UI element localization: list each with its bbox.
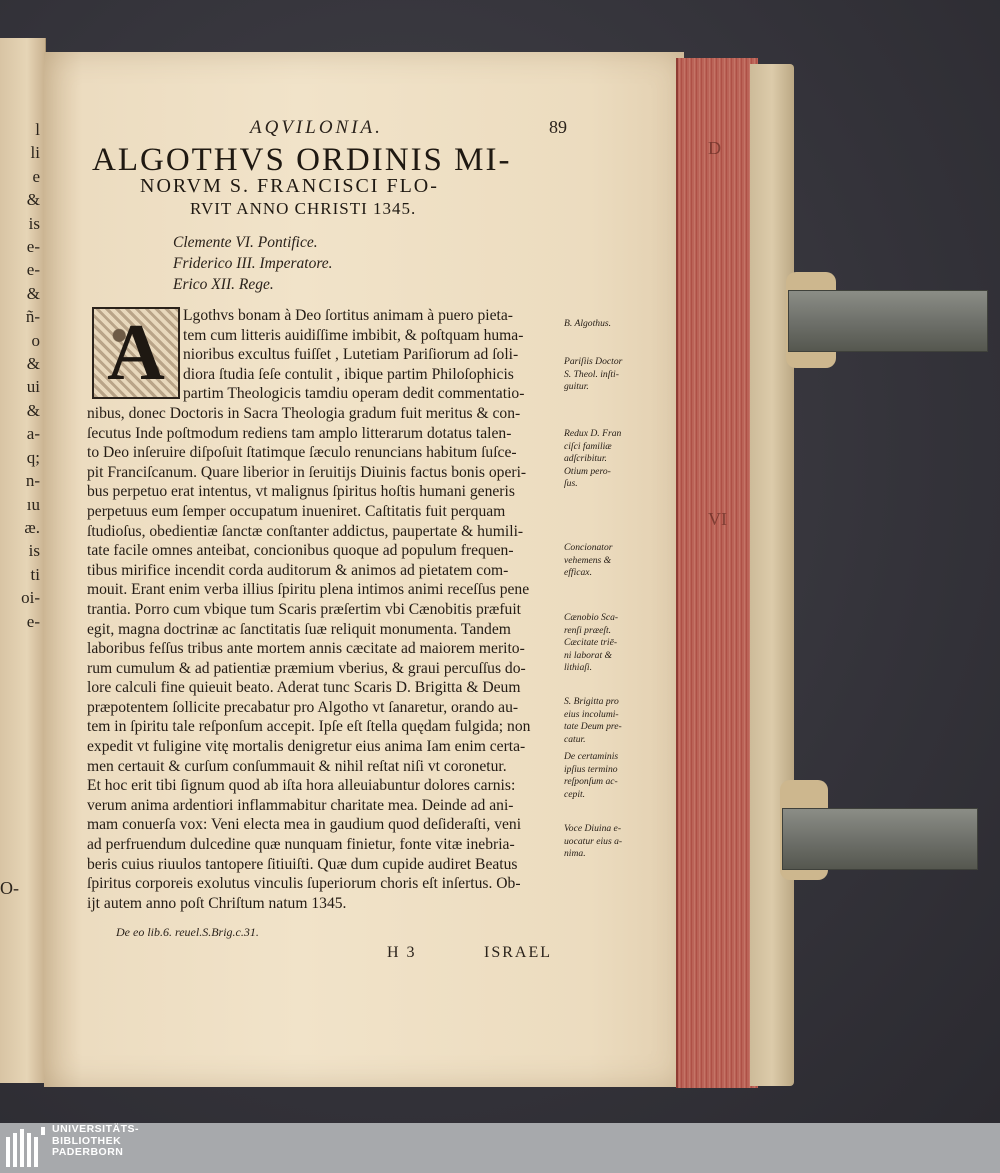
metal-clasp-top	[788, 290, 988, 352]
left-page-text-fragments	[0, 118, 44, 633]
source-citation: De eo lib.6. reuel.S.Brig.c.31.	[116, 925, 259, 939]
body-text-line: Et hoc erit tibi ſignum quod ab iſta hora alleuiabuntur dolores carnis:	[87, 777, 516, 795]
marginal-note-line: lithiaſi.	[564, 662, 592, 673]
body-text-line: men certauit & curſum conſummauit & nihil reſtat niſi vt coronetur.	[87, 757, 507, 775]
book-cover-edge	[750, 64, 794, 1086]
body-text-line: nioribus excultus fuiſſet , Lutetiam Pariſiorum ad ſoli-	[183, 346, 519, 364]
signature-mark: H 3	[387, 944, 417, 961]
body-text-line: bus perpetuo erat intentus, vt malignus ſpiritus hoſtis humani generis	[87, 483, 515, 501]
body-text-line: Lgothvs bonam à Deo ſortitus animam à puero pieta-	[183, 307, 513, 324]
left-page-fragment: li	[30, 143, 40, 163]
metal-clasp-bottom	[782, 808, 978, 870]
left-page-fragment: &	[26, 354, 40, 374]
marginal-note-line: Voce Diuina e-	[564, 823, 622, 834]
body-text-line: tem cum litteris auidiſſime imbibit, & poſtquam huma-	[183, 326, 524, 344]
marginal-note-line: cepit.	[564, 788, 586, 800]
dating-block	[173, 232, 333, 295]
body-text-line: mouit. Erant enim verba illius ſpiritu plena intimos animi receſſus pene	[87, 581, 530, 599]
body-text-line: egit, magna doctrinæ ac ſanctitatis ſuæ reliquit monumenta. Tandem	[87, 620, 511, 638]
chapter-title-line-2: NORVM S. FRANCISCI FLO-	[140, 175, 439, 197]
marginal-note	[564, 356, 646, 394]
marginal-note	[564, 428, 646, 491]
body-text-line: ſpiritus corporeis exolutus vinculis ſuperiorum choris eſt inſertus. Ob-	[87, 875, 521, 893]
fore-edge-letter: VI	[708, 509, 727, 529]
marginal-note	[564, 318, 646, 331]
body-text-line: ad perfruendum dulcedine quæ nunquam finietur, fonte vitæ inebria-	[87, 836, 515, 854]
body-text-line: partim Theologicis tamdiu operam dedit commentatio-	[183, 385, 525, 403]
marginal-note-line: tate Deum pre-	[564, 721, 622, 732]
body-text-line: perpetuus eum ſemper occupatum inueniret. Caſtitatis fuit perquam	[87, 502, 506, 520]
red-fore-edge	[676, 58, 758, 1088]
left-page-fragment: ıu	[26, 494, 40, 514]
marginal-note-line: S. Theol. inſti-	[564, 368, 619, 380]
marginal-note-line: ciſci familiæ	[564, 440, 612, 452]
marginal-note-line: Concionator	[564, 542, 613, 553]
marginal-note-line: B. Algothus.	[564, 318, 611, 329]
marginal-note-line: S. Brigitta pro	[564, 696, 619, 707]
left-page-fragment: e-	[26, 237, 40, 257]
marginal-note	[564, 612, 646, 675]
body-text-line: ijt autem anno poſt Chriſtum natum 1345.	[87, 894, 347, 912]
library-name	[52, 1124, 139, 1159]
left-page-fragment: e-	[26, 611, 40, 631]
body-text-line: to Deo inſeruire diſpoſuit ſtatimque ſæculo renuncians habitum ſuſce-	[87, 444, 517, 462]
body-text-line: ſecutus Inde poſtmodum rediens tam amplo litterarum dotatus talen-	[87, 424, 512, 442]
body-text-line: nibus, donec Doctoris in Sacra Theologia gradum fuit meritus & con-	[87, 404, 521, 422]
left-page-fragment: n-	[25, 471, 40, 491]
page-number: 89	[549, 117, 567, 137]
body-text-line: præpotentem ſollicite precabatur pro Algotho vt ſanaretur, orando au-	[87, 698, 519, 716]
left-page-fragment: is	[28, 213, 40, 233]
fore-edge-inscription	[708, 138, 738, 530]
library-name-line: PADERBORN	[52, 1146, 124, 1158]
left-page-fragment: l	[35, 120, 40, 139]
marginal-note-line: De certaminis	[564, 751, 619, 762]
footer-bar	[0, 1123, 1000, 1173]
marginal-note-line: adſcribitur.	[564, 453, 607, 464]
library-logo-icon	[4, 1125, 48, 1171]
body-text-line: tate facile omnes anteibat, concionibus quoque ad populum frequen-	[87, 542, 514, 560]
marginal-note-line: uocatur eius a-	[564, 835, 623, 847]
marginal-note	[564, 823, 646, 861]
body-text-line: laboribus feſſus tribus ante mortem annis cæcitate ad maiorem merito-	[87, 640, 525, 658]
body-text-line: tibus mirifice incendit corda auditorum & animos ad pietatem com-	[87, 561, 509, 579]
left-page-fragment: &	[26, 190, 40, 210]
left-page-fragment: is	[28, 541, 40, 561]
marginal-note-line: Redux D. Fran	[564, 428, 622, 439]
left-page-fragment-low: O-	[0, 878, 19, 898]
chapter-title-line-3: RVIT ANNO CHRISTI 1345.	[190, 199, 417, 218]
left-page-fragment: ui	[26, 377, 40, 397]
body-text-line: expedit vt fuligine vitę mortalis denigretur eius anima Iam enim certa-	[87, 738, 526, 756]
left-page-edge	[0, 38, 46, 1083]
dating-line: Clemente VI. Pontifice.	[173, 234, 318, 251]
body-text-line: trantia. Porro cum vbique tum Scaris præſertim vbi Cænobitis præfuit	[87, 600, 521, 618]
marginal-note-line: renſi præeſt.	[564, 624, 612, 636]
left-page-fragment: e	[32, 166, 40, 186]
dating-line: Erico XII. Rege.	[173, 276, 274, 293]
library-name-line: UNIVERSITÄTS-	[52, 1123, 140, 1135]
marginal-note-line: vehemens &	[564, 554, 612, 566]
marginal-note-line: eius incolumi-	[564, 708, 619, 720]
dating-line: Friderico III. Imperatore.	[173, 255, 333, 272]
marginal-note-line: ſus.	[564, 478, 578, 489]
marginal-note	[564, 751, 646, 801]
body-text-line: mam conuerſa vox: Veni electa mea in gaudium quod deſideraſti, veni	[87, 816, 522, 834]
body-text-line: diora ſtudia ſeſe contulit , ibique partim Philoſophicis	[183, 365, 514, 383]
body-text-line: beris cuius riuulos tantopere ſitiuiſti. Quæ dum cupide audiret Beatus	[87, 855, 518, 873]
marginal-note-line: catur.	[564, 733, 586, 745]
marginal-note	[564, 696, 646, 746]
marginal-note-line: Cænobio Sca-	[564, 612, 619, 623]
body-text-line: tem in ſpiritu tale reſponſum accepit. Ipſe eſt ſtella quędam fulgida; non	[87, 718, 531, 736]
left-page-fragment: ti	[30, 564, 40, 584]
fore-edge-letter: D	[708, 138, 721, 158]
chapter-title-line-1: ALGOTHVS ORDINIS MI-	[92, 142, 512, 178]
running-head: AQVILONIA.	[250, 117, 383, 138]
body-text-line: rum cumulum & ad patientiæ præmium vberius, & graui percuſſus do-	[87, 659, 526, 677]
left-page-fragment: q;	[26, 447, 40, 467]
left-page-fragment: æ.	[24, 517, 40, 537]
body-text-line: pit Franciſcanum. Quare liberior in ſeruitijs Diuinis factus bonis operi-	[87, 463, 527, 481]
marginal-note	[564, 542, 646, 580]
marginal-note-line: ipſius termino	[564, 763, 618, 775]
body-text-line: ſtudioſus, obedientiæ ſanctæ conſtanter addictus, paupertate & humili-	[87, 522, 524, 540]
left-page-fragment: o	[31, 330, 40, 350]
left-page-fragment: oi-	[21, 588, 40, 608]
catchword: ISRAEL	[484, 944, 552, 961]
marginal-note-line: ni laborat &	[564, 649, 612, 661]
left-page-fragment: &	[26, 400, 40, 420]
body-text-line: lore calculi fine quieuit beato. Aderat tunc Scaris D. Brigitta & Deum	[87, 679, 521, 697]
marginal-note-line: guitur.	[564, 381, 589, 392]
body-text	[87, 306, 571, 913]
body-text-line: verum anima ardentiori inflammabitur charitate mea. Deinde ad ani-	[87, 796, 514, 814]
initial-letter: A	[107, 309, 165, 397]
marginal-note-line: Pariſiis Doctor	[564, 356, 623, 367]
left-page-fragment: a-	[26, 424, 40, 444]
marginal-note-line: reſponſum ac-	[564, 776, 618, 787]
library-name-line: BIBLIOTHEK	[52, 1134, 122, 1147]
marginal-note-line: Cæcitate triē-	[564, 637, 618, 648]
left-page-fragment: ñ-	[25, 307, 40, 327]
left-page-fragment: &	[26, 283, 40, 303]
marginal-note-line: nima.	[564, 848, 586, 859]
marginal-note-line: efficax.	[564, 567, 592, 578]
left-page-fragment: e-	[26, 260, 40, 280]
marginal-note-line: Otium pero-	[564, 465, 611, 477]
